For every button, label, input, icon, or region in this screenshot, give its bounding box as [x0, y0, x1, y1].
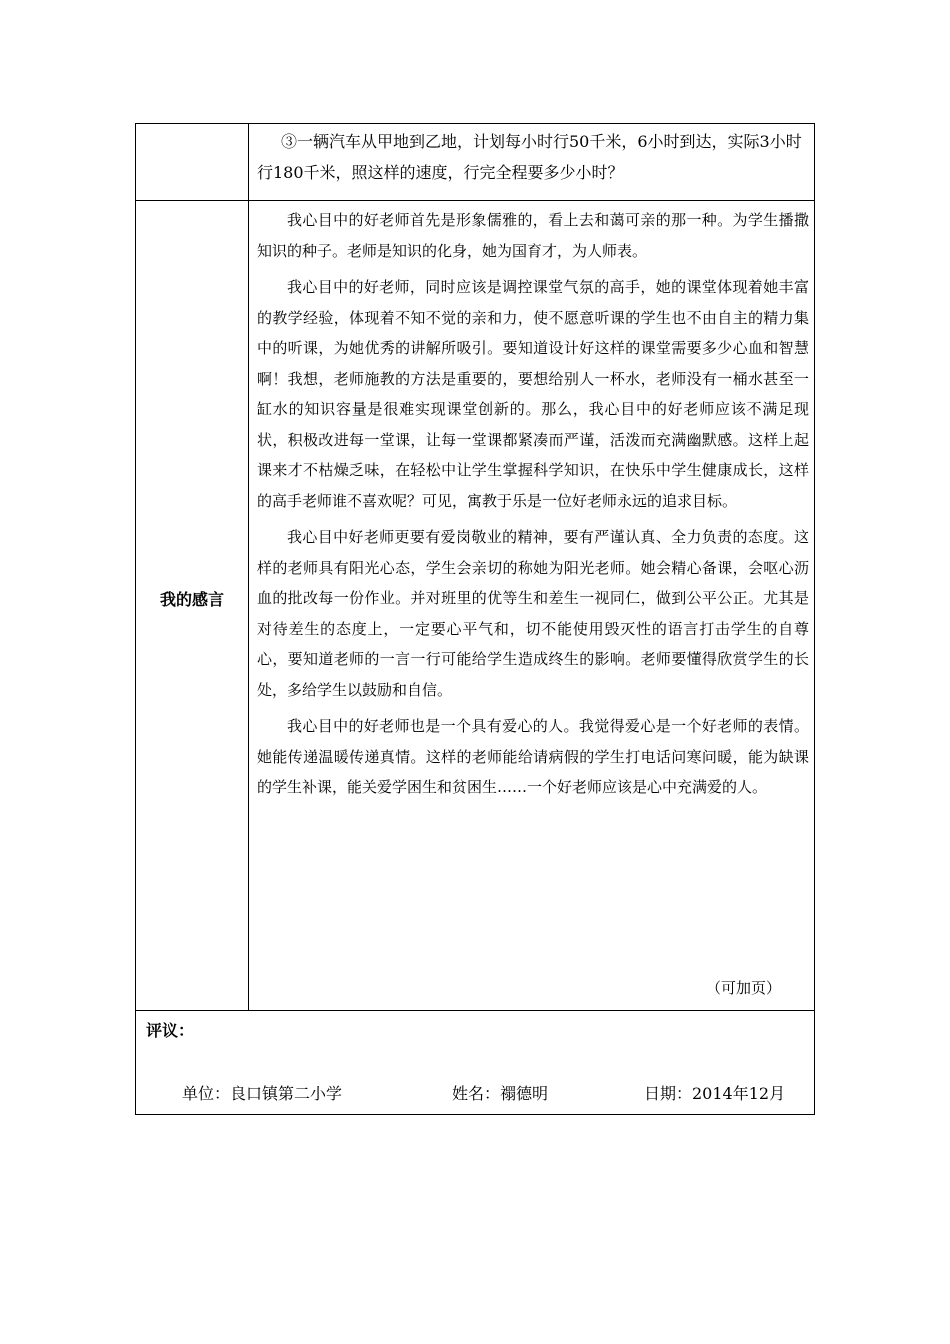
review-title: 评议：: [146, 1021, 195, 1040]
footer-date: 日期：2014年12月: [644, 1084, 786, 1103]
paragraph: 我心目中的好老师，同时应该是调控课堂气氛的高手，她的课堂体现着她丰富的教学经验，体现着不知不觉的亲和力，使不愿意听课的学生也不由自主的精力集中的听课，为她优秀的讲解所吸引。要知道设计好这样的课堂需要多少心血和智慧啊！我想，老师施教的方法是重要的，要想给别人一杯水，老师没有一桶水甚至一缸水的知识容量是很难实现课堂创新的。那么，我心目中的好老师应该不满足现状，积极改进每一堂课，让每一堂课都紧凑而严谨，活泼而充满幽默感。这样上起课来才不枯燥乏味，在轻松中让学生掌握科学知识，在快乐中学生健康成长，这样的高手老师谁不喜欢呢？可见，寓教于乐是一位好老师永远的追求目标。: [257, 278, 809, 510]
paragraph: 我心目中好老师更要有爱岗敬业的精神，要有严谨认真、全力负责的态度。这样的老师具有阳光心态，学生会亲切的称她为阳光老师。她会精心备课，会呕心沥血的批改每一份作业。并对班里的优等生和差生一视同仁，做到公平公正。尤其是对待差生的态度上，一定要心平气和，切不能使用毁灭性的语言打击学生的自尊心，要知道老师的一言一行可能给学生造成终生的影响。老师要懂得欣赏学生的长处，多给学生以鼓励和自信。: [257, 528, 809, 699]
form-table: [135, 123, 815, 1115]
reflection-body: [257, 205, 809, 809]
review-row: [136, 1011, 814, 1114]
column-divider: [248, 201, 249, 1010]
section-label: 我的感言: [159, 590, 224, 609]
footer-name: 姓名：禤德明: [452, 1084, 549, 1103]
footer-unit: 单位：良口镇第二小学: [182, 1084, 343, 1103]
add-page-note: （可加页）: [705, 979, 781, 997]
problem-row: [136, 124, 814, 201]
problem-text: ③一辆汽车从甲地到乙地，计划每小时行50千米，6小时到达，实际3小时行180千米，照这样的速度，行完全程要多少小时？: [257, 132, 802, 182]
paragraph: 我心目中的好老师首先是形象儒雅的，看上去和蔼可亲的那一种。为学生播撒知识的种子。老师是知识的化身，她为国育才，为人师表。: [257, 211, 809, 260]
column-divider: [248, 124, 249, 200]
paragraph: 我心目中的好老师也是一个具有爱心的人。我觉得爱心是一个好老师的表情。她能传递温暖传递真情。这样的老师能给请病假的学生打电话问寒问暖，能为缺课的学生补课，能关爱学困生和贫困生……一个好老师应该是心中充满爱的人。: [257, 717, 809, 796]
reflection-row: [136, 201, 814, 1011]
